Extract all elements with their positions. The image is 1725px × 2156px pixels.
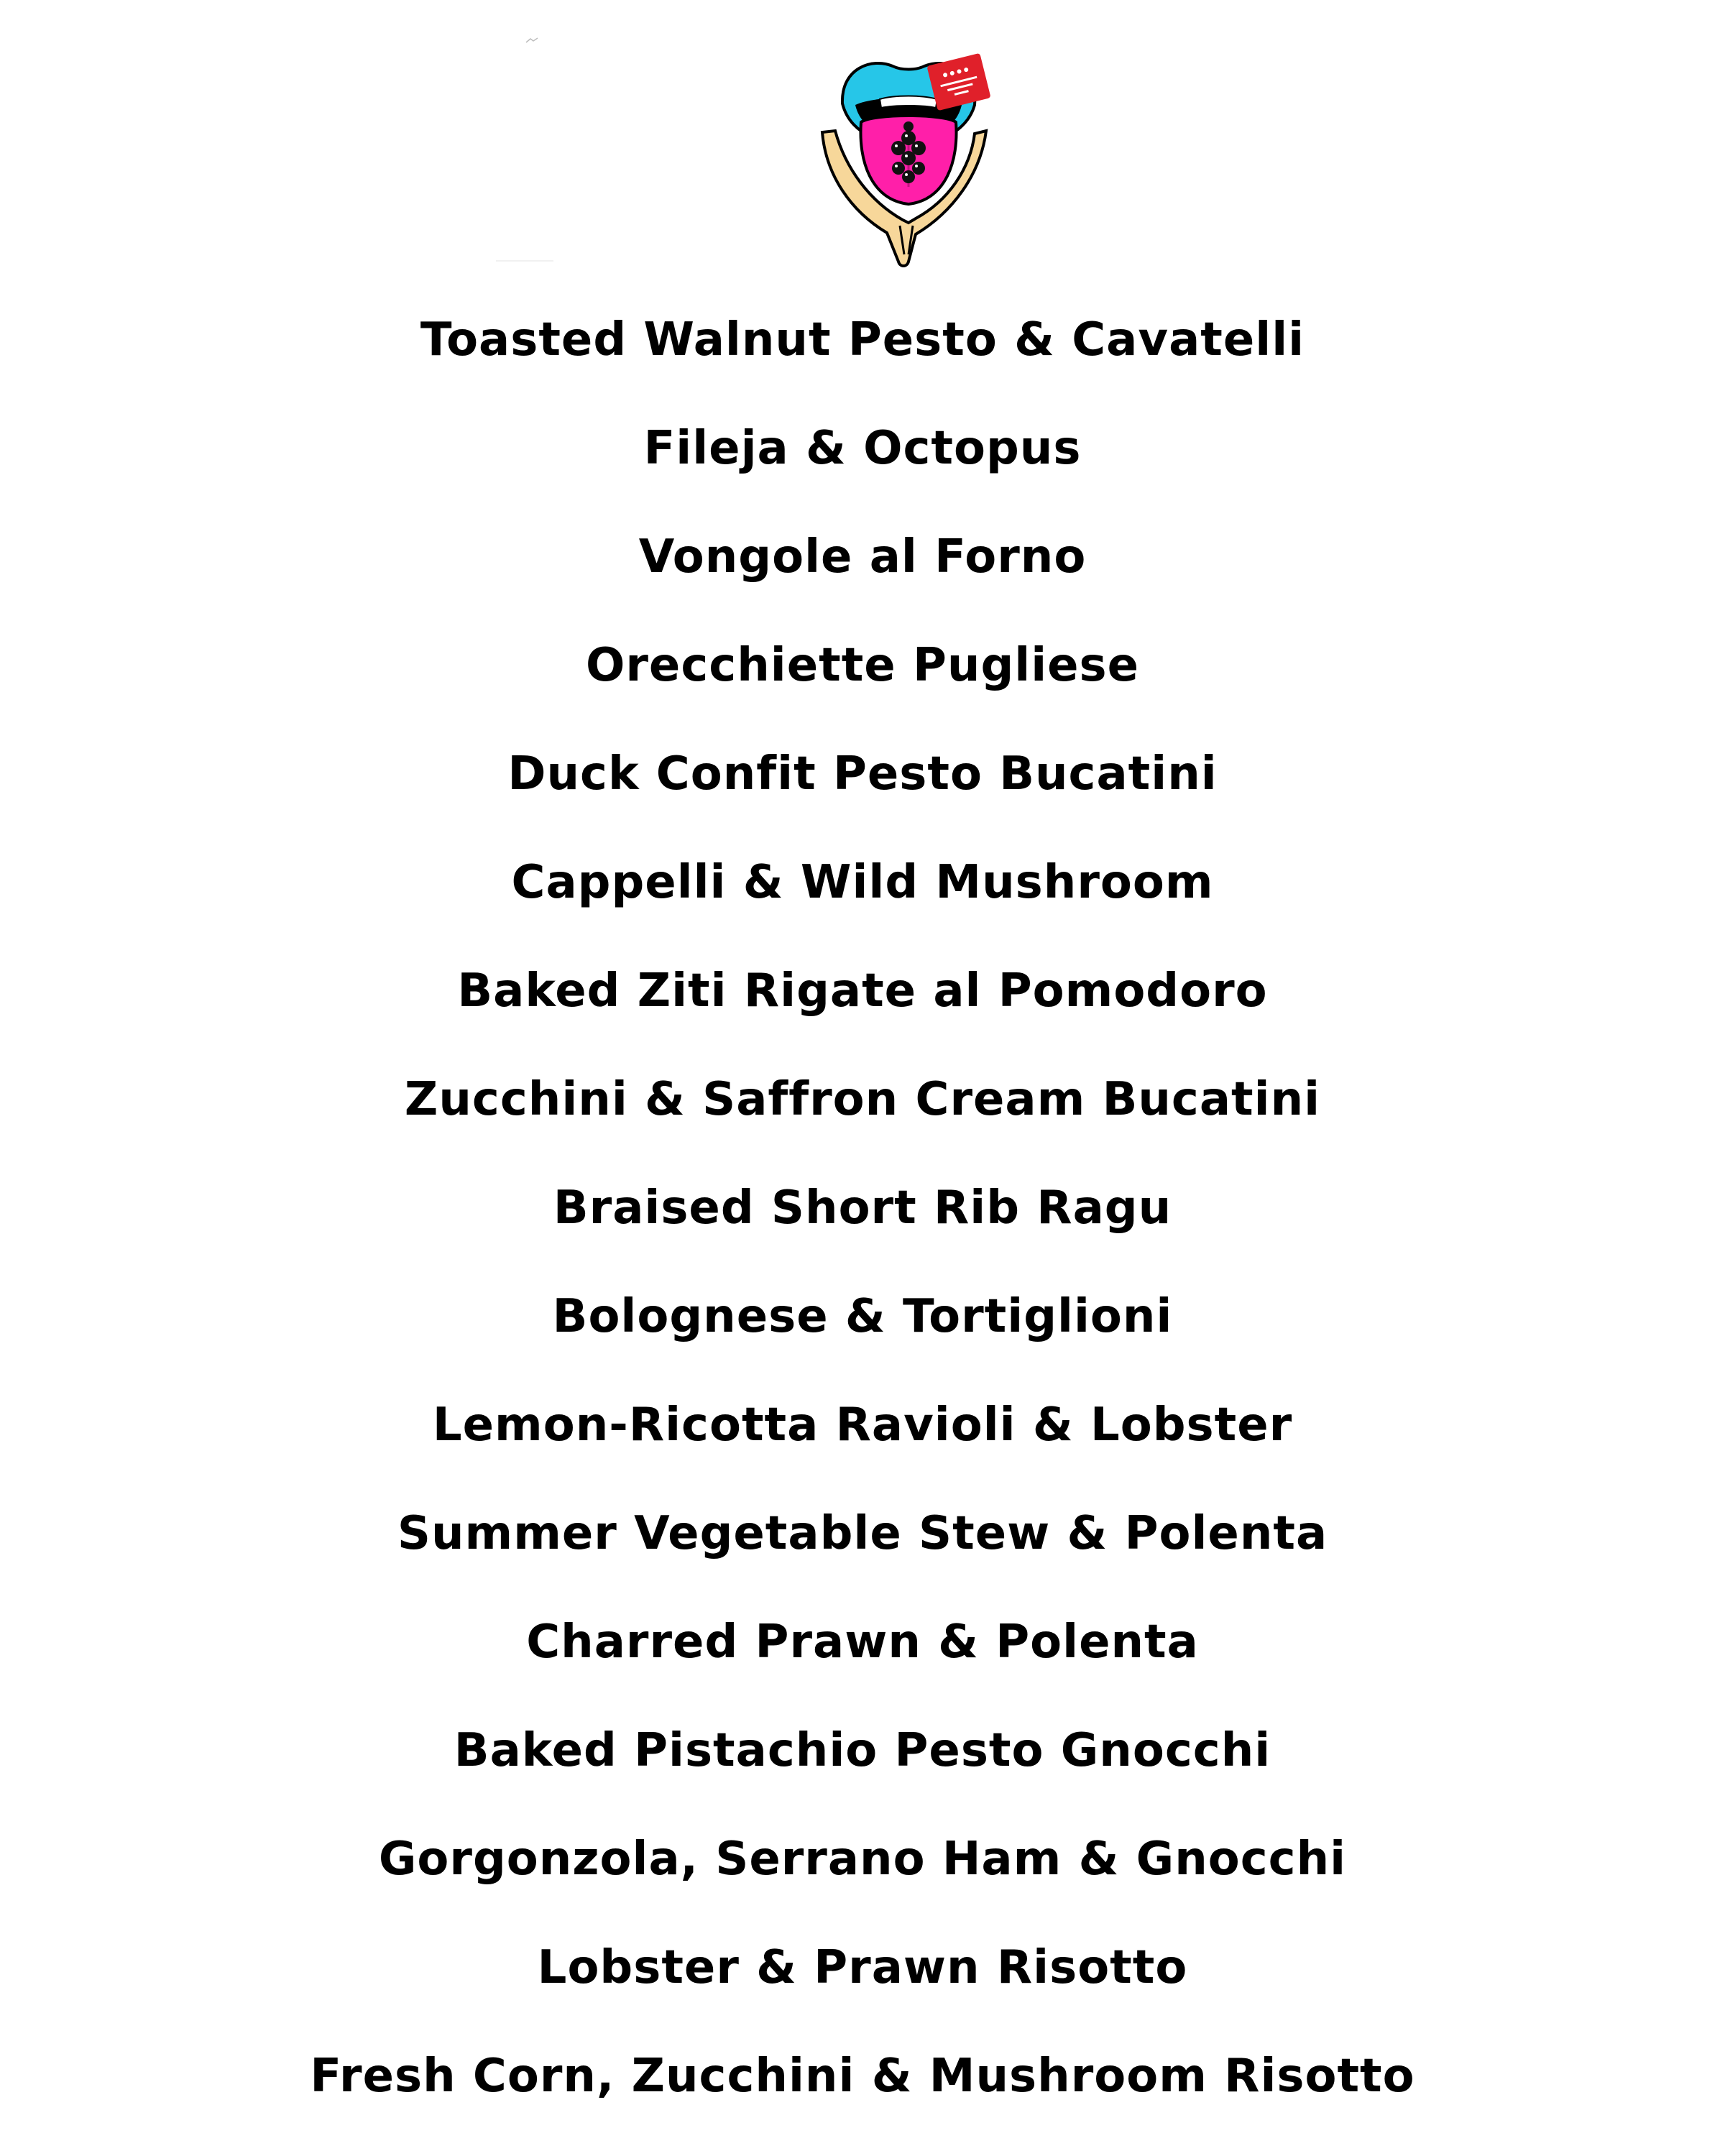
menu-item: Zucchini & Saffron Cream Bucatini [404,1073,1321,1126]
menu-item: Baked Ziti Rigate al Pomodoro [457,964,1268,1018]
menu-item: Toasted Walnut Pesto & Cavatelli [420,313,1305,367]
decorative-speck [525,33,540,40]
menu-item: Vongole al Forno [638,530,1087,584]
mouth-tongue-logo-icon [808,53,1009,269]
decorative-line [496,260,553,262]
menu-item: Bolognese & Tortiglioni [552,1290,1173,1343]
menu-item: Fresh Corn, Zucchini & Mushroom Risotto [310,2050,1415,2103]
menu-item: Fileja & Octopus [643,422,1082,475]
menu-item: Orecchiette Pugliese [585,639,1140,692]
red-award-badge-icon [926,53,990,111]
menu-item: Cappelli & Wild Mushroom [511,856,1214,909]
menu-item: Summer Vegetable Stew & Polenta [397,1507,1328,1560]
menu-item: Duck Confit Pesto Bucatini [507,747,1218,801]
menu-item: Gorgonzola, Serrano Ham & Gnocchi [378,1833,1347,1886]
menu-item: Braised Short Rib Ragu [553,1181,1172,1235]
menu-item: Charred Prawn & Polenta [526,1616,1199,1669]
menu-item: Lemon-Ricotta Ravioli & Lobster [432,1399,1293,1452]
restaurant-logo [808,53,1009,269]
menu-list [0,300,1725,2145]
menu-item: Baked Pistachio Pesto Gnocchi [454,1724,1271,1777]
menu-item: Lobster & Prawn Risotto [537,1941,1188,1994]
